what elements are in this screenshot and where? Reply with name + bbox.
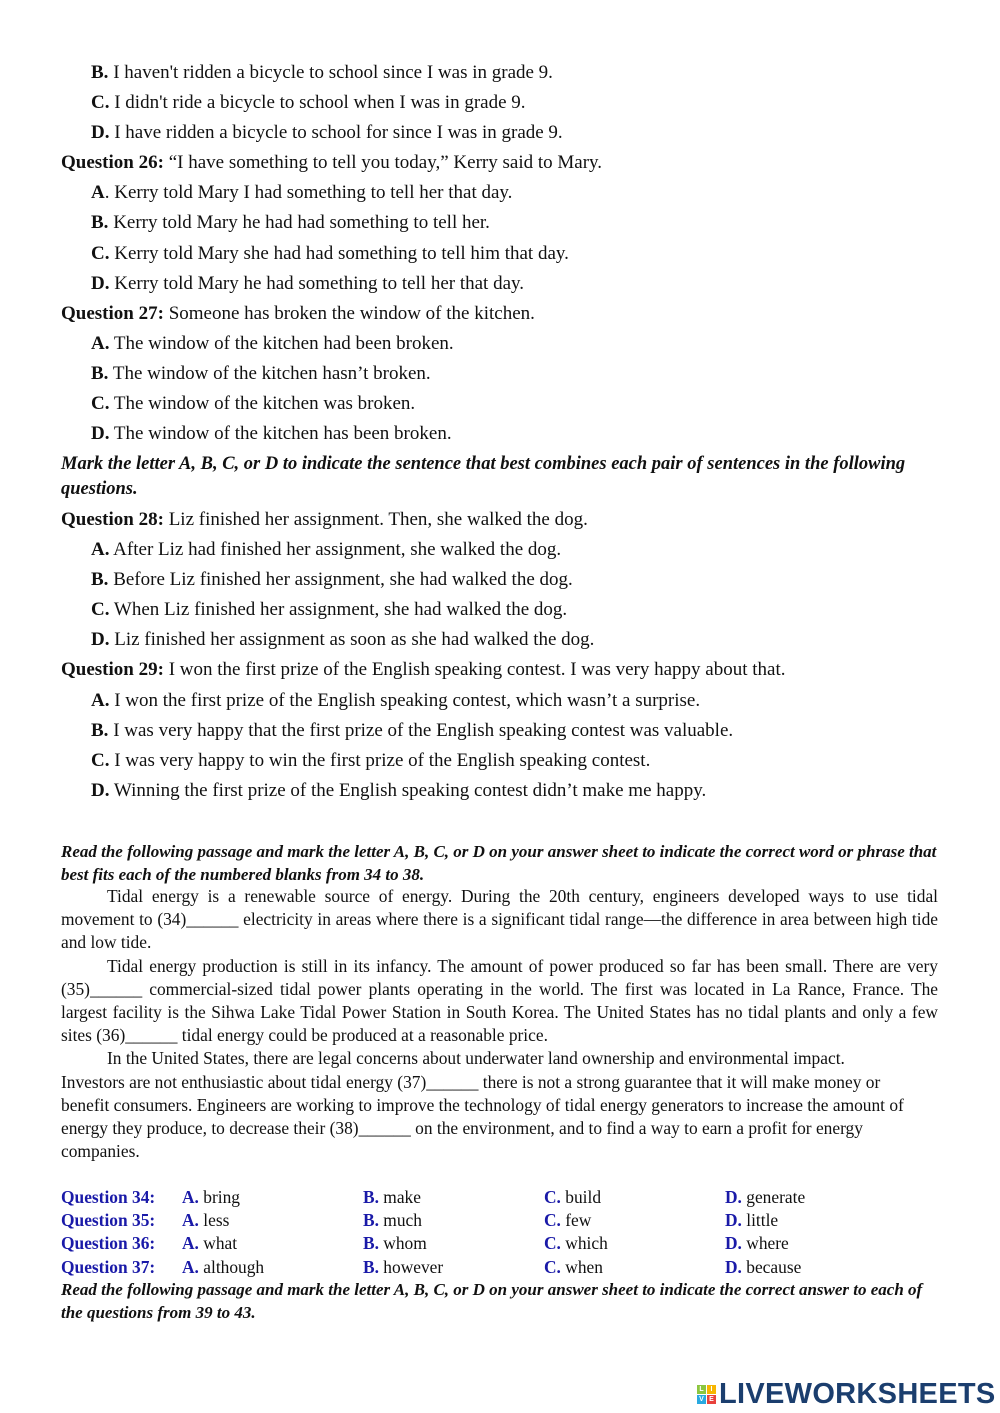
question-label: Question 34:	[61, 1187, 156, 1207]
option	[61, 329, 941, 359]
option-letter: A.	[91, 332, 110, 354]
option-text: Liz finished her assignment as soon as she had walked the dog.	[109, 629, 595, 651]
option-text: bring	[198, 1187, 240, 1207]
option-text: Winning the first prize of the English speaking contest didn’t make me happy.	[109, 779, 707, 801]
option-letter: B.	[363, 1210, 379, 1231]
question-label: Question 35:	[61, 1210, 156, 1231]
option-text: make	[378, 1187, 421, 1207]
option	[61, 716, 941, 746]
option-d[interactable]	[725, 1232, 789, 1255]
option-c[interactable]	[544, 1209, 591, 1232]
option-letter: B.	[91, 62, 109, 83]
option-letter: D.	[725, 1233, 742, 1254]
option-letter: C.	[544, 1187, 561, 1207]
option-d[interactable]	[725, 1209, 778, 1232]
option	[61, 359, 941, 389]
question-text: “I have something to tell you today,” Kerry said to Mary.	[163, 152, 603, 174]
option-text: The window of the kitchen hasn’t broken.	[108, 362, 431, 384]
choice-questions	[61, 1186, 941, 1279]
option-text: much	[378, 1210, 422, 1231]
option-text: although	[198, 1256, 265, 1277]
option-letter: A.	[182, 1233, 199, 1254]
option	[61, 565, 941, 595]
logo-tile: E	[707, 1395, 716, 1404]
option-text: Before Liz finished her assignment, she had walked the dog.	[108, 569, 573, 591]
option-text: few	[560, 1210, 592, 1231]
option-letter: C.	[91, 242, 110, 264]
option-text: The window of the kitchen was broken.	[109, 393, 416, 415]
option-letter: D.	[725, 1256, 742, 1277]
option-c[interactable]	[544, 1186, 601, 1209]
question-28	[61, 505, 941, 535]
passage	[61, 885, 938, 1163]
question-label: Question 29:	[61, 659, 164, 681]
option-c[interactable]	[544, 1256, 603, 1279]
choice-question-37	[61, 1256, 941, 1279]
option-letter: C.	[91, 393, 110, 415]
option-letter: B.	[91, 212, 109, 234]
option-text: Kerry told Mary he had had something to tell her.	[108, 212, 490, 234]
passage-paragraph: Tidal energy production is still in its infancy. The amount of power produced so far has been small. There are very (35)______ commercial-sized tidal power plants operating in the world. The first was located in La Rance, France. The largest facility is the Sihwa Lake Tidal Power Station in South Korea. The United States has no tidal plants and only a few sites (36)______ tidal energy could be produced at a reasonable price.	[61, 955, 938, 1046]
option-b[interactable]	[363, 1256, 443, 1279]
option-letter: C.	[91, 92, 110, 114]
option-letter: C.	[544, 1256, 561, 1277]
logo-text: LIVEWORKSHEETS	[719, 1378, 996, 1410]
option-text: I was very happy to win the first prize of the English speaking contest.	[109, 749, 651, 771]
instruction-combine: Mark the letter A, B, C, or D to indicate the sentence that best combines each pair of sentences in the following questions.	[61, 454, 906, 499]
option-letter: C.	[91, 599, 110, 621]
option-text: less	[198, 1210, 230, 1231]
option	[61, 389, 941, 419]
option-text: which	[560, 1233, 608, 1254]
option-text: After Liz had finished her assignment, she walked the dog.	[109, 539, 562, 561]
option	[61, 269, 941, 299]
passage-paragraph: Tidal energy is a renewable source of energy. During the 20th century, engineers developed ways to use tidal movement to (34)______ electricity in areas where there is a significant tidal range—the difference in area between high tide and low tide.	[61, 886, 938, 953]
option-a[interactable]	[182, 1256, 264, 1279]
option-text: Kerry told Mary he had something to tell her that day.	[109, 272, 525, 294]
logo-tile: I	[707, 1385, 716, 1394]
question-label: Question 36:	[61, 1233, 156, 1254]
option-letter: C.	[91, 749, 110, 771]
option-letter: B.	[363, 1233, 379, 1254]
option-text: when	[560, 1256, 603, 1277]
option-letter: A.	[182, 1256, 199, 1277]
option-letter: D.	[91, 122, 110, 144]
option-letter: B.	[91, 362, 109, 384]
option-b[interactable]	[363, 1186, 421, 1209]
logo-tile: V	[697, 1395, 706, 1404]
logo-tiles-icon	[697, 1385, 716, 1404]
passage-paragraph: In the United States, there are legal concerns about underwater land ownership and environmental impact. Investors are not enthusiastic about tidal energy (37)______ there is not a strong guarantee that it will make money or benefit consumers. Engineers are working to improve the technology of tidal energy generators to increase the amount of energy they produce, to decrease their (38)______ on the environment, and to find a way to earn a profit for energy companies.	[61, 1048, 904, 1162]
option-letter: D.	[91, 423, 110, 445]
question-25-options	[61, 58, 941, 449]
option-text: The window of the kitchen had been broken.	[109, 332, 454, 354]
option	[61, 118, 941, 148]
option-text: little	[741, 1210, 779, 1231]
option	[61, 776, 941, 806]
option	[61, 88, 941, 118]
option-letter: B.	[363, 1187, 379, 1207]
question-text: I won the first prize of the English speaking contest. I was very happy about that.	[163, 659, 786, 681]
option	[61, 178, 941, 208]
choice-question-35	[61, 1209, 941, 1232]
option-text: Kerry told Mary she had had something to tell him that day.	[109, 242, 569, 264]
option-letter: A.	[182, 1210, 199, 1231]
option-text: When Liz finished her assignment, she had walked the dog.	[109, 599, 568, 621]
option	[61, 625, 941, 655]
option-text: build	[560, 1187, 602, 1207]
option-letter: A.	[91, 539, 110, 561]
liveworksheets-logo	[697, 1378, 996, 1411]
question-26	[61, 148, 941, 178]
option-letter: B.	[91, 569, 109, 591]
questions-28-29	[61, 505, 941, 806]
option-a[interactable]	[182, 1232, 237, 1255]
option	[61, 58, 941, 88]
option-letter: C.	[544, 1210, 561, 1231]
option-letter: A.	[182, 1187, 199, 1207]
question-label: Question 26:	[61, 152, 164, 174]
option-letter: A.	[91, 689, 110, 711]
option-text: however	[378, 1256, 444, 1277]
option-text: what	[198, 1233, 238, 1254]
option-b[interactable]	[363, 1232, 427, 1255]
question-label: Question 37:	[61, 1256, 156, 1277]
question-29	[61, 655, 941, 685]
logo-tile: L	[697, 1385, 706, 1394]
choice-question-36	[61, 1232, 941, 1255]
option-d[interactable]	[725, 1256, 801, 1279]
option-letter: D.	[725, 1210, 742, 1231]
option-a[interactable]	[182, 1186, 240, 1209]
option-d[interactable]	[725, 1186, 805, 1209]
option-text: I won the first prize of the English speaking contest, which wasn’t a surprise.	[109, 689, 701, 711]
option-text: I have ridden a bicycle to school for since I was in grade 9.	[109, 122, 563, 144]
option	[61, 686, 941, 716]
choice-question-34	[61, 1186, 941, 1209]
option	[61, 419, 941, 449]
option	[61, 535, 941, 565]
option-letter: D.	[725, 1187, 742, 1207]
question-label: Question 27:	[61, 302, 164, 324]
question-27	[61, 299, 941, 329]
option-letter: B.	[91, 719, 109, 741]
option-text: whom	[378, 1233, 427, 1254]
option-letter: A	[91, 182, 105, 204]
option-a[interactable]	[182, 1209, 229, 1232]
option-c[interactable]	[544, 1232, 608, 1255]
option-text: I didn't ride a bicycle to school when I was in grade 9.	[109, 92, 526, 114]
option	[61, 746, 941, 776]
instruction-passage-1: Read the following passage and mark the letter A, B, C, or D on your answer sheet to indicate the correct word or phrase that best fits each of the numbered blanks from 34 to 38.	[61, 842, 937, 884]
question-text: Someone has broken the window of the kitchen.	[163, 302, 535, 324]
option	[61, 595, 941, 625]
instruction-passage-2: Read the following passage and mark the letter A, B, C, or D on your answer sheet to indicate the correct answer to each of the questions from 39 to 43.	[61, 1280, 923, 1322]
question-text: Liz finished her assignment. Then, she walked the dog.	[163, 509, 588, 530]
option	[61, 239, 941, 269]
option-b[interactable]	[363, 1209, 422, 1232]
option-letter: D.	[91, 779, 110, 801]
option-letter: D.	[91, 629, 110, 651]
question-label: Question 28:	[61, 509, 164, 530]
option-text: I was very happy that the first prize of the English speaking contest was valuable.	[108, 719, 734, 741]
option-text: because	[741, 1256, 802, 1277]
option-text: The window of the kitchen has been broken.	[109, 423, 452, 445]
option-letter: C.	[544, 1233, 561, 1254]
option	[61, 208, 941, 238]
option-text: I haven't ridden a bicycle to school since I was in grade 9.	[108, 62, 553, 83]
option-letter: D.	[91, 272, 110, 294]
option-text: . Kerry told Mary I had something to tell her that day.	[104, 182, 513, 204]
option-text: where	[741, 1233, 789, 1254]
option-letter: B.	[363, 1256, 379, 1277]
option-text: generate	[741, 1187, 806, 1207]
